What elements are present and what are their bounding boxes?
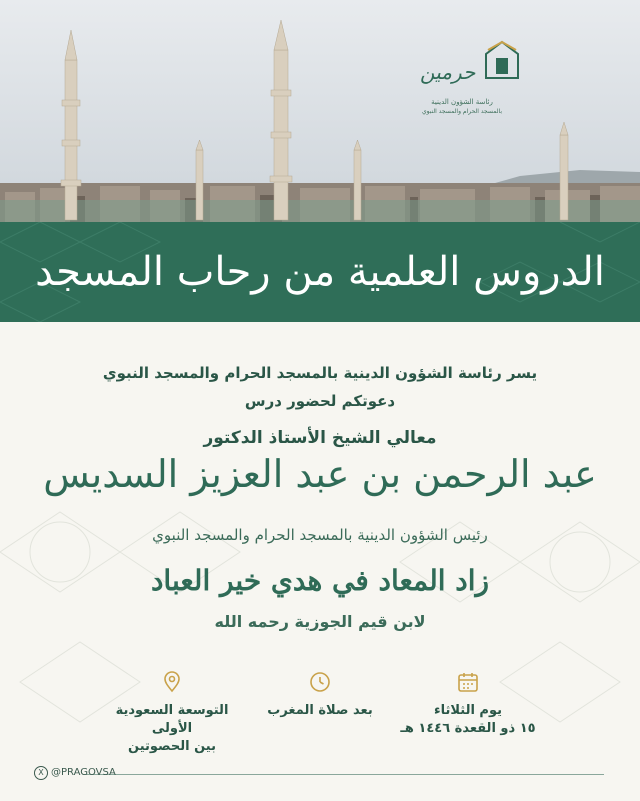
date-info xyxy=(398,670,538,738)
date-day: يوم الثلاثاء xyxy=(433,703,502,718)
invitation-content xyxy=(0,322,640,801)
calendar-icon xyxy=(456,670,480,694)
mosque-photo xyxy=(0,0,640,225)
invitation-line2: دعوتكم لحضور درس xyxy=(244,392,396,410)
location-line2: بين الحصوتين xyxy=(128,739,216,754)
social-handle[interactable] xyxy=(34,766,116,780)
date-hijri: ١٥ ذو القعدة ١٤٤٦ هـ xyxy=(400,721,536,736)
speaker-title: رئيس الشؤون الدينية بالمسجد الحرام والمسجد النبوي xyxy=(152,526,488,544)
time-text: بعد صلاة المغرب xyxy=(267,703,373,718)
lesson-author: لابن قيم الجوزية رحمه الله xyxy=(214,612,426,631)
x-icon: X xyxy=(34,766,48,780)
time-info xyxy=(250,670,390,720)
speaker-honorific: معالي الشيخ الأستاذ الدكتور xyxy=(203,428,437,448)
logo-emblem-icon xyxy=(482,40,522,80)
banner-title: الدروس العلمية من رحاب المسجد xyxy=(35,249,605,295)
location-pin-icon xyxy=(160,670,184,694)
logo-subtitle-line1: رئاسة الشؤون الدينية xyxy=(431,98,493,106)
invitation-line1: يسر رئاسة الشؤون الدينية بالمسجد الحرام والمسجد النبوي xyxy=(102,364,538,382)
location-info xyxy=(102,670,242,756)
lesson-title: زاد المعاد في هدي خير العباد xyxy=(150,564,490,597)
social-handle-text: @PRAGOVSA xyxy=(51,767,116,778)
logo-subtitle-line2: بالمسجد الحرام والمسجد النبوي xyxy=(421,108,503,115)
footer-divider xyxy=(84,774,604,775)
title-banner xyxy=(0,222,640,322)
logo xyxy=(412,40,532,122)
logo-name: حرمين xyxy=(420,60,476,84)
location-line1: التوسعة السعودية الأولى xyxy=(115,703,229,736)
clock-icon xyxy=(308,670,332,694)
speaker-name: عبد الرحمن بن عبد العزيز السديس xyxy=(43,452,597,496)
